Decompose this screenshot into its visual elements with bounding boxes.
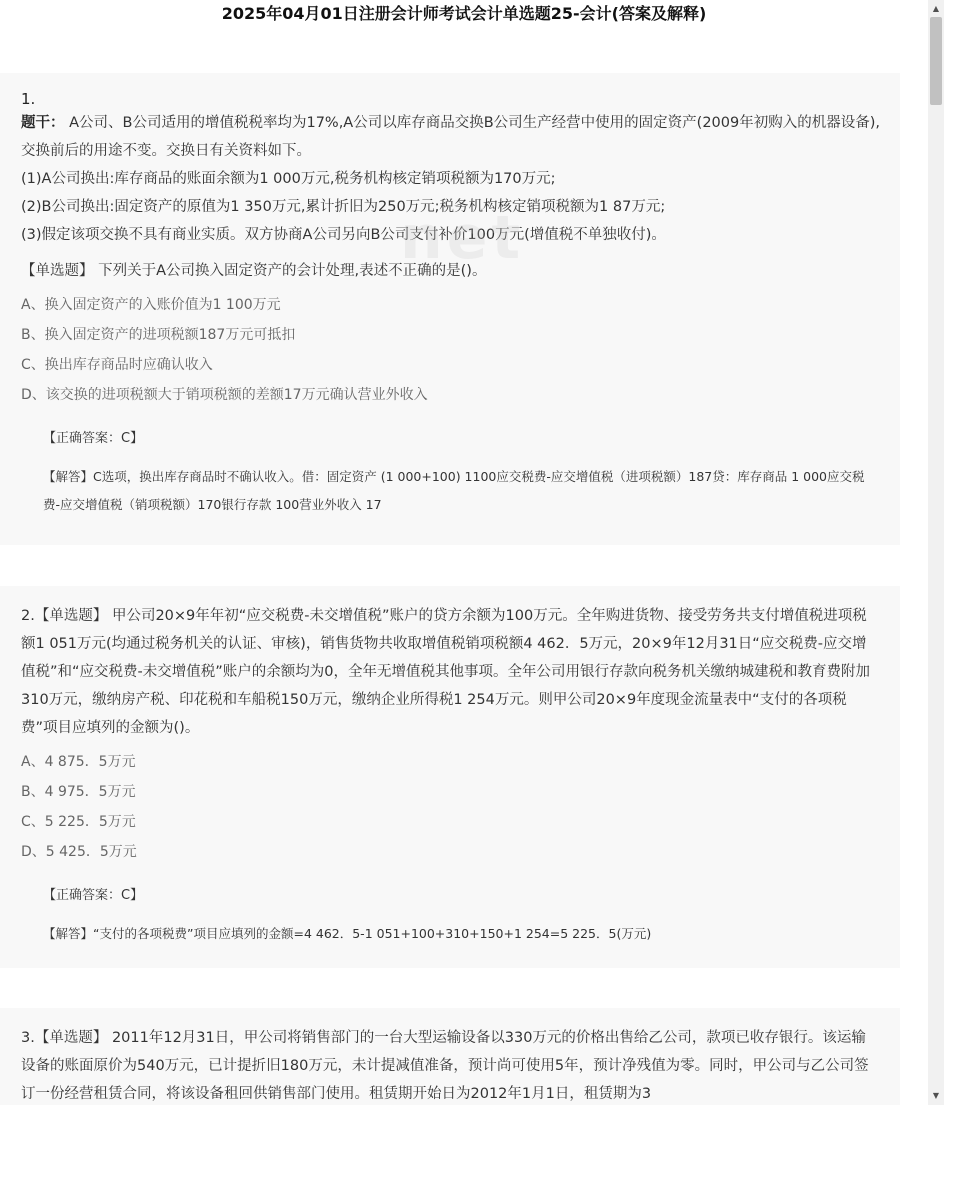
analysis <box>43 463 880 519</box>
question-number: 1. <box>21 90 36 108</box>
scroll-up-arrow-icon[interactable]: ▲ <box>932 4 940 13</box>
analysis-text: “支付的各项税费”项目应填列的金额=4 462．5-1 051+100+310+150+1 254=5 225．5(万元) <box>93 926 652 941</box>
question-number: 2. <box>21 608 35 624</box>
option-c[interactable]: C、换出库存商品时应确认收入 <box>21 357 213 373</box>
vertical-scrollbar[interactable] <box>928 0 944 1105</box>
stem-line: (3)假定该项交换不具有商业实质。双方协商A公司另向B公司支付补价100万元(增值税不单独收付)。 <box>21 227 666 243</box>
option-d[interactable]: D、5 425．5万元 <box>21 844 137 860</box>
question-type-tag: 【单选题】 <box>34 608 108 624</box>
question-card-3 <box>0 1008 900 1105</box>
option-b[interactable]: B、4 975．5万元 <box>21 784 136 800</box>
sub-question <box>21 257 880 285</box>
correct-answer: 【正确答案：C】 <box>43 431 144 446</box>
analysis-tag: 【解答】 <box>43 469 94 484</box>
page-title: 2025年04月01日注册会计师考试会计单选题25-会计(答案及解释) <box>221 4 707 23</box>
scrollbar-thumb[interactable] <box>930 17 942 105</box>
question-number: 3. <box>21 1030 35 1046</box>
scroll-down-arrow-icon[interactable]: ▼ <box>932 1091 940 1100</box>
stem-line: (2)B公司换出:固定资产的原值为1 350万元,累计折旧为250万元;税务机构核定销项税额为1 87万元; <box>21 199 666 215</box>
options-list <box>21 752 880 862</box>
question-stem <box>21 109 880 165</box>
stem-line: (1)A公司换出:库存商品的账面余额为1 000万元,税务机构核定销项税额为170万元; <box>21 171 556 187</box>
analysis-tag: 【解答】 <box>43 926 94 941</box>
question-text: 甲公司20×9年年初“应交税费-未交增值税”账户的贷方余额为100万元。全年购进货物、接受劳务共支付增值税进项税额1 051万元(均通过税务机关的认证、审核)，销售货物共收取增值税销项税额4 462．5万元，20×9年12月31日“应交税费-应交增值税”和“应交税费-未交增值税”账户的余额均为0，全年无增值税其他事项。全年公司用银行存款向税务机关缴纳城建税和教育费附加310万元，缴纳房产税、印花税和车船税150万元，缴纳企业所得税1 254万元。则甲公司20×9年度现金流量表中“支付的各项税费”项目应填列的金额为()。 <box>21 608 870 736</box>
stem-text: A公司、B公司适用的增值税税率均为17%,A公司以库存商品交换B公司生产经营中使用的固定资产(2009年初购入的机器设备),交换前后的用途不变。交换日有关资料如下。 <box>21 115 881 159</box>
stem-label: 题干： <box>21 115 65 131</box>
question-stem <box>21 1024 880 1105</box>
analysis-text: C选项，换出库存商品时不确认收入。借：固定资产 (1 000+100) 1100应交税费-应交增值税（进项税额）187贷：库存商品 1 000应交税费-应交增值税（销项税额）170银行存款 100营业外收入 17 <box>43 469 865 512</box>
option-a[interactable]: A、4 875．5万元 <box>21 754 136 770</box>
option-c[interactable]: C、5 225．5万元 <box>21 814 136 830</box>
options-list <box>21 295 880 405</box>
question-type-tag: 【单选题】 <box>34 1030 108 1046</box>
question-type-tag: 【单选题】 <box>21 263 94 279</box>
option-d[interactable]: D、该交换的进项税额大于销项税额的差额17万元确认营业外收入 <box>21 387 428 403</box>
question-text: 2011年12月31日，甲公司将销售部门的一台大型运输设备以330万元的价格出售给乙公司，款项已收存银行。该运输设备的账面原价为540万元，已计提折旧180万元，未计提减值准备，预计尚可使用5年，预计净残值为零。同时，甲公司与乙公司签订一份经营租赁合同，将该设备租回供销售部门使用。租赁期开始日为2012年1月1日，租赁期为3 <box>21 1030 869 1102</box>
question-card-2 <box>0 586 900 968</box>
option-a[interactable]: A、换入固定资产的入账价值为1 100万元 <box>21 297 281 313</box>
question-stem <box>21 602 880 742</box>
option-b[interactable]: B、换入固定资产的进项税额187万元可抵扣 <box>21 327 296 343</box>
watermark: net <box>400 203 525 273</box>
question-card-1 <box>0 73 900 545</box>
analysis <box>43 920 880 948</box>
correct-answer: 【正确答案：C】 <box>43 888 144 903</box>
sub-question-text: 下列关于A公司换入固定资产的会计处理,表述不正确的是()。 <box>98 263 487 279</box>
